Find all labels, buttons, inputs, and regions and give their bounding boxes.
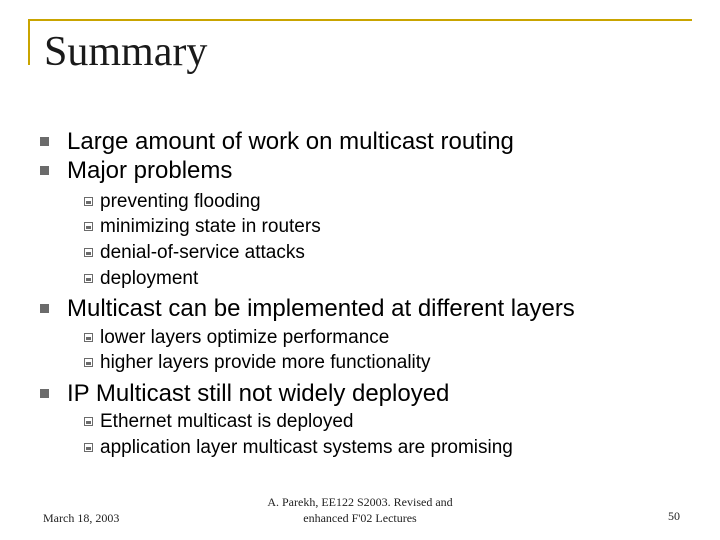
sub-bullet-item	[100, 266, 198, 291]
sub-bullet-text: deployment	[100, 268, 199, 289]
hollow-square-bullet-icon	[84, 274, 93, 283]
hollow-square-bullet-icon	[84, 358, 93, 367]
filled-square-bullet-icon	[40, 304, 49, 313]
sub-bullet-text: minimizing state in routers	[100, 216, 321, 237]
sub-bullet-item	[100, 350, 431, 375]
sub-bullet-item	[100, 409, 353, 434]
filled-square-bullet-icon	[40, 137, 49, 146]
footer-credit	[250, 494, 470, 526]
filled-square-bullet-icon	[40, 389, 49, 398]
footer-date: March 18, 2003	[43, 511, 120, 525]
sub-bullet-item	[100, 214, 321, 239]
page-number: 50	[668, 509, 680, 523]
bullet-text: Major problems	[67, 157, 233, 184]
hollow-square-bullet-icon	[84, 197, 93, 206]
hollow-square-bullet-icon	[84, 248, 93, 257]
sub-bullet-text: lower layers optimize performance	[100, 327, 390, 348]
bullet-text: Multicast can be implemented at different layers	[67, 295, 575, 322]
bullet-text: Large amount of work on multicast routing	[67, 128, 514, 155]
sub-bullet-text: denial-of-service attacks	[100, 242, 305, 263]
bullet-text: IP Multicast still not widely deployed	[67, 380, 450, 407]
sub-bullet-text: application layer multicast systems are promising	[100, 437, 513, 458]
sub-bullet-item	[100, 240, 305, 265]
hollow-square-bullet-icon	[84, 333, 93, 342]
sub-bullet-text: preventing flooding	[100, 191, 261, 212]
sub-bullet-item	[100, 435, 513, 460]
footer-credit-line: enhanced F'02 Lectures	[303, 511, 417, 525]
bullet-item	[67, 295, 575, 323]
sub-bullet-text: Ethernet multicast is deployed	[100, 411, 354, 432]
bullet-item	[67, 128, 514, 156]
bullet-item	[67, 380, 449, 408]
slide-title: Summary	[44, 29, 208, 75]
hollow-square-bullet-icon	[84, 443, 93, 452]
sub-bullet-item	[100, 189, 261, 214]
footer-credit-line: A. Parekh, EE122 S2003. Revised and	[267, 495, 453, 509]
filled-square-bullet-icon	[40, 166, 49, 175]
hollow-square-bullet-icon	[84, 222, 93, 231]
sub-bullet-item	[100, 325, 389, 350]
hollow-square-bullet-icon	[84, 417, 93, 426]
bullet-item	[67, 157, 232, 185]
sub-bullet-text: higher layers provide more functionality	[100, 352, 431, 373]
